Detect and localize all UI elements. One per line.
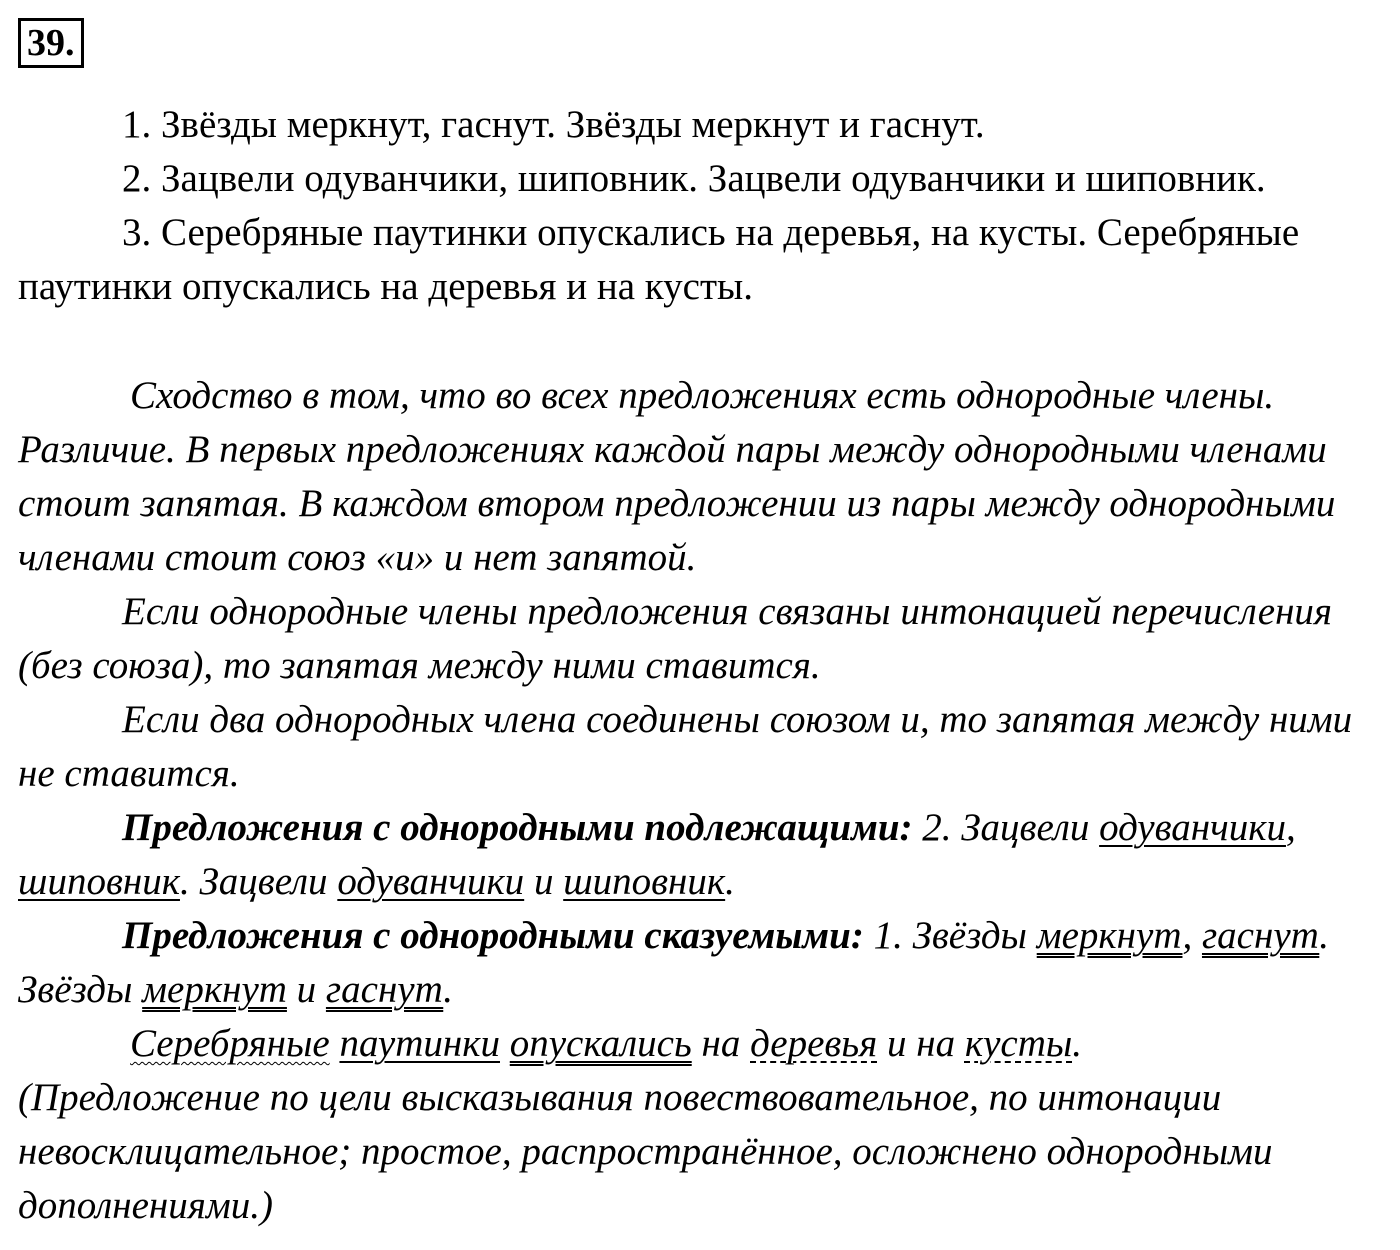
subject-word: одуванчики <box>337 860 525 903</box>
predicate-word: меркнут <box>1036 914 1183 957</box>
subject-word: шиповник <box>563 860 726 903</box>
predicate-word: гаснут <box>1201 914 1320 957</box>
subject-word: одуванчики <box>1099 806 1286 849</box>
text: и на <box>877 1022 965 1065</box>
predicates-paragraph <box>18 909 1373 1017</box>
sentence-3: 3. Серебряные паутинки опускались на деревья, на кусты. Серебряные паутинки опускались на деревья и на кусты. <box>18 211 1300 308</box>
analysis-block <box>18 369 1373 1233</box>
subjects-paragraph <box>18 801 1373 909</box>
sentences-block <box>18 98 1373 314</box>
text: 2. Зацвели <box>912 806 1100 849</box>
text: . Звёзды <box>18 914 1330 1011</box>
predicate-word: меркнут <box>142 968 287 1011</box>
rule-2-paragraph: Если два однородных члена соединены союзом и, то запятая между ними не ставится. <box>18 698 1353 795</box>
predicates-label: Предложения с однородными сказуемыми: <box>122 914 864 957</box>
text: 1. Звёзды <box>863 914 1037 957</box>
predicate-word: гаснут <box>325 968 444 1011</box>
sentence-1: 1. Звёзды меркнут, гаснут. Звёзды меркнут и гаснут. <box>122 103 985 146</box>
rule-1-paragraph: Если однородные члены предложения связаны интонацией перечисления (без союза), то запятая между ними ставится. <box>18 590 1333 687</box>
parsed-sentence-paragraph <box>18 1017 1373 1233</box>
text: . Зацвели <box>179 860 338 903</box>
sentence-2: 2. Зацвели одуванчики, шиповник. Зацвели одуванчики и шиповник. <box>122 157 1266 200</box>
subject-word: паутинки <box>339 1022 500 1065</box>
text: . <box>443 968 453 1011</box>
text: и <box>286 968 326 1011</box>
page <box>18 18 1373 1233</box>
text: и <box>524 860 564 903</box>
object-word: деревья <box>750 1022 878 1065</box>
object-word: кусты <box>964 1022 1073 1065</box>
text <box>500 1022 510 1065</box>
text: на <box>691 1022 751 1065</box>
predicate-word: опускались <box>509 1022 692 1065</box>
text: . <box>725 860 735 903</box>
text: . <box>1072 1022 1083 1065</box>
subjects-label: Предложения с однородными подлежащими: <box>122 806 913 849</box>
subject-word: шиповник <box>18 860 180 903</box>
text <box>330 1022 340 1065</box>
parse-note: (Предложение по цели высказывания повествовательное, по интонации невосклицательное; простое, распространённое, осложнено однородными дополнениями.) <box>18 1076 1273 1227</box>
attribute-word: Серебряные <box>130 1022 330 1065</box>
text: , <box>1285 806 1296 849</box>
similarity-paragraph: Сходство в том, что во всех предложениях есть однородные члены. Различие. В первых предложениях каждой пары между однородными членами стоит запятая. В каждом втором предложении из пары между однородными членами стоит союз «и» и нет запятой. <box>18 374 1336 579</box>
text: , <box>1182 914 1202 957</box>
exercise-number: 39. <box>18 18 84 68</box>
